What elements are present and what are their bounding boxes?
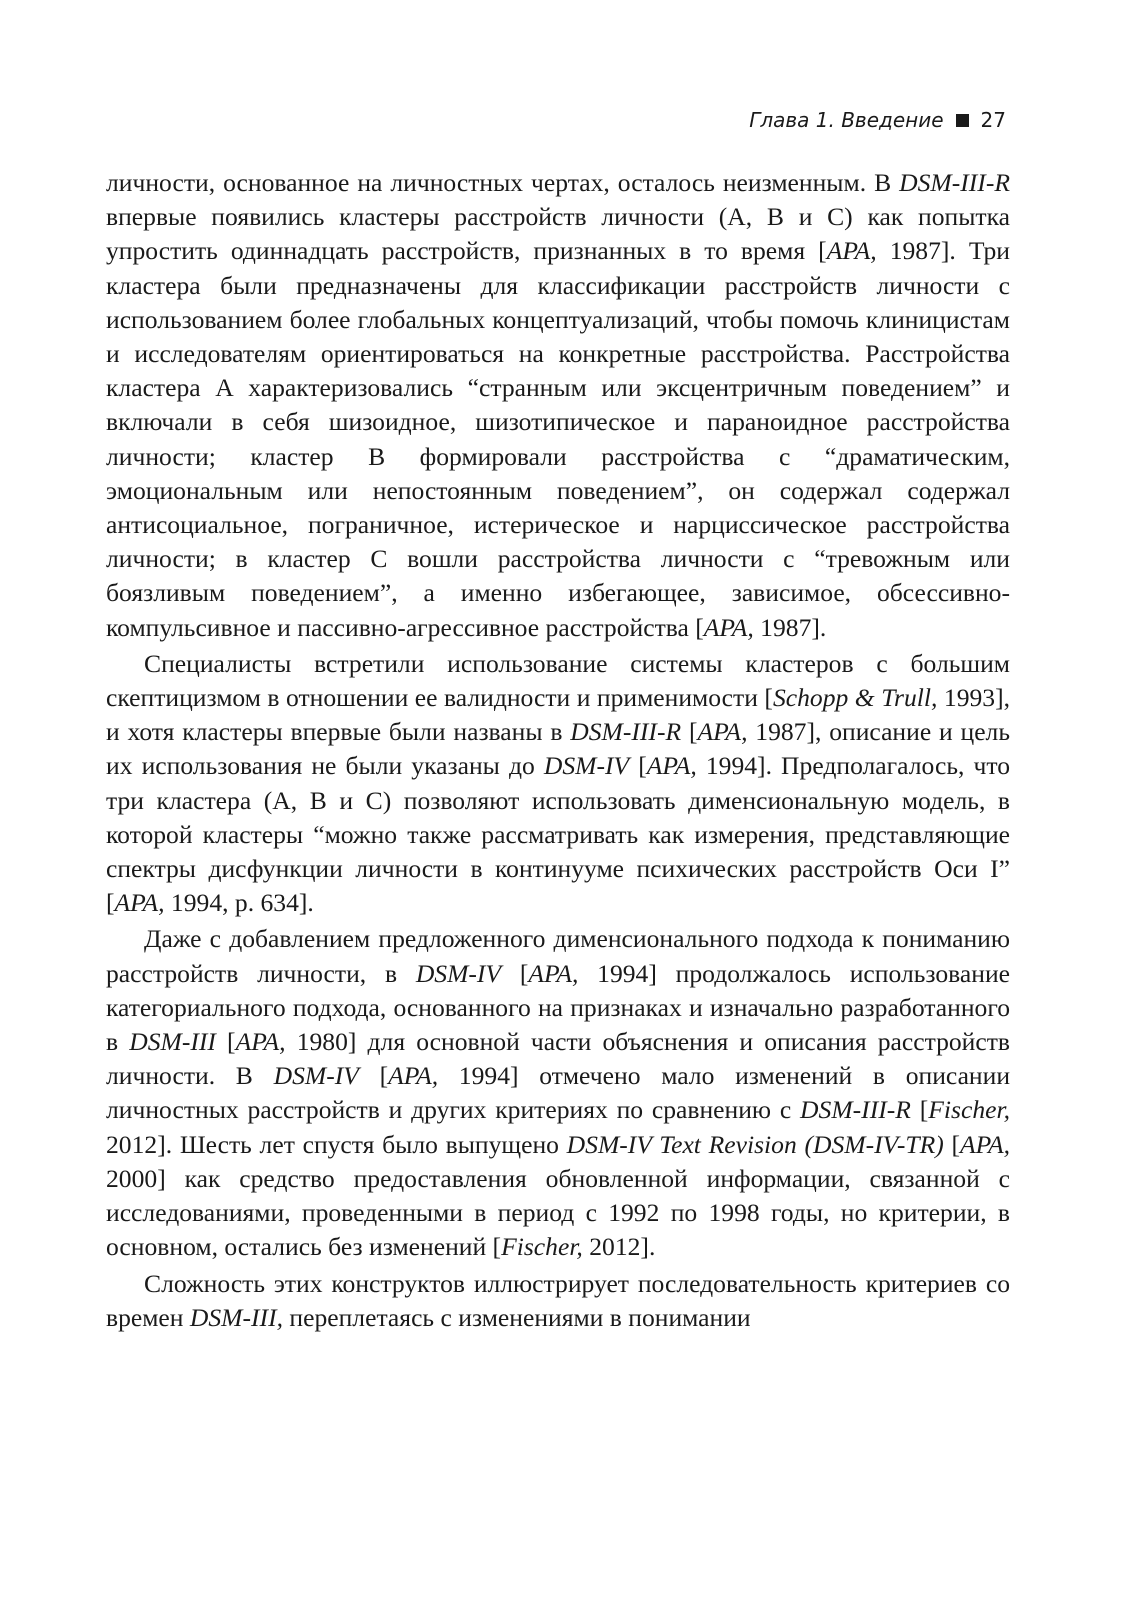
text-run: [ (681, 717, 698, 747)
text-run: Даже с добавлением предложенного дименсионального подхода к пониманию расстройств личности, в (106, 924, 1010, 988)
text-run: 2012]. Шесть лет спустя было выпущено (106, 1129, 567, 1159)
chapter-title: Глава 1. Введение (749, 108, 944, 132)
italic-text: APA, (528, 958, 579, 988)
paragraph (106, 922, 1010, 1264)
italic-text: Fischer, (928, 1095, 1010, 1125)
italic-text: APA, (826, 236, 877, 266)
running-head (749, 108, 1006, 132)
text-run: 1994, p. 634]. (164, 888, 314, 918)
text-run: 1987]. Три кластера были предназначены для классификации расстройств личности с использованием более глобальных концептуализаций, чтобы помочь клиницистам и исследователям ориентироваться на конкретные расстройства. Расстройства кластера А характеризовались “странным или эксцентричным поведением” и включали в себя шизоидное, шизотипическое и параноидное расстройства личности; кластер В формировали расстройства с “драматическим, эмоциональным или непостоянным поведением”, он содержал содержал антисоциальное, пограничное, истерическое и нарциссическое расстройства личности; в кластер С вошли расстройства личности с “тревожным или боязливым поведением”, а именно избегающее, зависимое, обсессивно-компульсивное и пассивно-агрессивное расстройства [ (106, 236, 1010, 642)
italic-text: DSM-III-R (800, 1095, 911, 1125)
text-run: [ (629, 751, 647, 781)
paragraph (106, 166, 1010, 645)
text-run: 2000] как средство предоставления обновленной информации, связанной с исследованиями, проведенными в период с 1992 по 1998 годы, но критерии, в основном, остались без изменений [ (106, 1163, 1010, 1262)
italic-text: APA, (235, 1027, 286, 1057)
paragraph (106, 1267, 1010, 1335)
paragraph (106, 647, 1010, 921)
body-text (106, 166, 1010, 1335)
italic-text: DSM-IV (543, 751, 630, 781)
text-run: [ (215, 1027, 236, 1057)
text-run: [ (943, 1129, 960, 1159)
text-run: 1993], и хотя кластеры впервые были названы в (106, 683, 1011, 747)
text-run: личности, основанное на личностных чертах, осталось неизменным. В (106, 168, 900, 197)
italic-text: APA, (646, 751, 697, 781)
text-run: Специалисты встретили использование системы кластеров с большим скептицизмом в отношении ее валидности и применимости [ (106, 648, 1010, 713)
text-run: [ (358, 1061, 389, 1091)
italic-text: DSM-III-R (570, 717, 682, 747)
italic-text: DSM-III-R (899, 168, 1010, 197)
text-run: впервые появились кластеры расстройств личности (А, В и С) как попытка упростить одиннадцать расстройств, признанных в то время [ (106, 202, 1010, 266)
italic-text: Fischer, (501, 1232, 583, 1262)
text-run: 1987], описание и цель их использования не были указаны до (106, 717, 1010, 781)
text-run: [ (501, 958, 529, 988)
italic-text: APA, (703, 612, 754, 642)
text-run: Сложность этих конструктов иллюстрирует последовательность критериев со времен (106, 1268, 1010, 1332)
text-run: [ (910, 1095, 929, 1125)
italic-text: DSM-III (129, 1027, 216, 1057)
page-number: 27 (980, 108, 1006, 132)
text-run: переплетаясь с изменениями в понимании (283, 1302, 751, 1332)
italic-text: DSM-IV (273, 1061, 359, 1091)
italic-text: APA, (960, 1129, 1010, 1159)
text-run: 1987]. (753, 612, 827, 642)
italic-text: DSM-III, (189, 1302, 283, 1332)
italic-text: DSM-IV Text Revision (DSM-IV-TR) (566, 1129, 944, 1159)
italic-text: APA, (388, 1061, 439, 1091)
italic-text: DSM-IV (415, 958, 502, 988)
text-run: 1994] отмечено мало изменений в описании личностных расстройств и других критериях по сравнению с (106, 1061, 1011, 1125)
text-run: 1994]. Предполагалось, что три кластера (А, В и С) позволяют использовать дименсиональную модель, в которой кластеры “можно также рассматривать как измерения, представляющие спектры дисфункции личности в континууме психических расстройств Оси I” [ (106, 751, 1010, 918)
text-run: 1994] продолжалось использование категориального подхода, основанного на признаках и изначально разработанного в (106, 958, 1010, 1057)
text-run: 1980] для основной части объяснения и описания расстройств личности. В (106, 1027, 1011, 1091)
text-run: 2012]. (582, 1232, 656, 1262)
italic-text: Schopp & Trull, (772, 683, 938, 713)
italic-text: APA, (114, 888, 165, 918)
italic-text: APA, (697, 717, 748, 747)
square-bullet-icon (956, 114, 969, 127)
